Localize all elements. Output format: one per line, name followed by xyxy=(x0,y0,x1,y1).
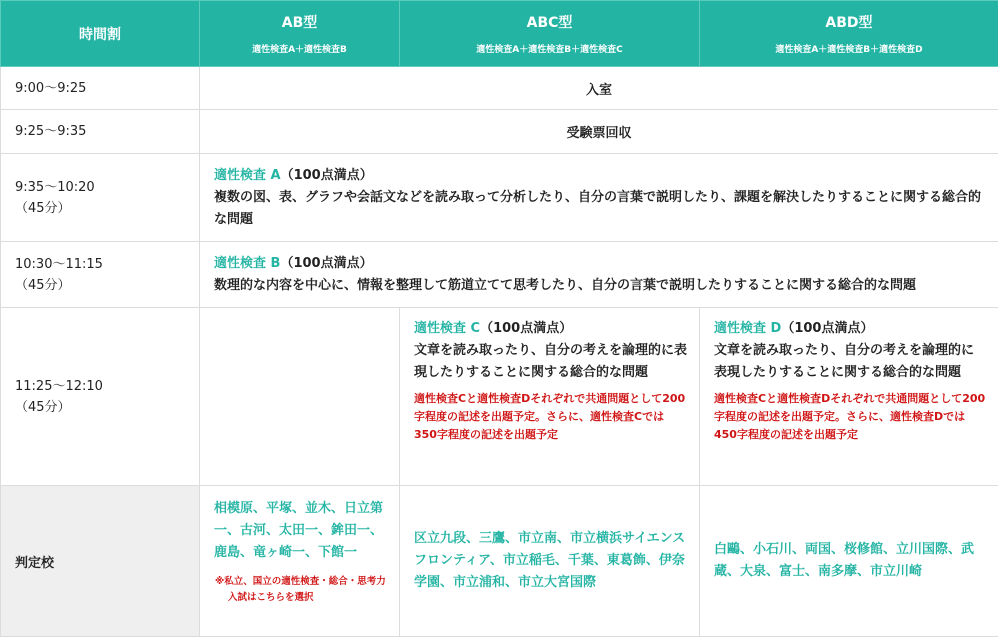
time-range: 10:30〜11:15 xyxy=(15,254,199,275)
test-b-points: （100点満点） xyxy=(280,256,372,271)
row-test-a xyxy=(1,154,998,242)
time-cell xyxy=(1,242,200,308)
abc-schools-cell xyxy=(400,486,700,637)
header-ab-sub: 適性検査A＋適性検査B xyxy=(200,42,399,55)
test-d-points: （100点満点） xyxy=(781,321,873,336)
time-range: 9:35〜10:20 xyxy=(15,177,199,198)
test-b-cell xyxy=(200,242,998,308)
header-abc-label: ABC型 xyxy=(400,12,699,32)
header-ab-label: AB型 xyxy=(200,12,399,32)
schools-label: 判定校 xyxy=(1,486,200,637)
test-d-note: 適性検査Cと適性検査Dそれぞれで共通問題として200字程度の記述を出題予定。さらに、適性検査Dでは450字程度の記述を出題予定 xyxy=(714,390,986,444)
header-abc xyxy=(400,1,700,67)
test-c-note: 適性検査Cと適性検査Dそれぞれで共通問題として200字程度の記述を出題予定。さらに、適性検査Cでは350字程度の記述を出題予定 xyxy=(414,390,687,444)
duration: （45分） xyxy=(15,397,199,418)
header-abd-sub: 適性検査A＋適性検査B＋適性検査D xyxy=(700,42,998,55)
test-b-desc: 数理的な内容を中心に、情報を整理して筋道立てて思考したり、自分の言葉で説明したりすることに関する総合的な問題 xyxy=(214,275,986,297)
ab-schools: 相模原、平塚、並木、日立第一、古河、太田一、鉾田一、鹿島、竜ヶ崎一、下館一 xyxy=(214,498,387,564)
row-ticket xyxy=(1,110,998,154)
header-time: 時間割 xyxy=(1,1,200,67)
header-abd xyxy=(700,1,998,67)
time-cell: 9:00〜9:25 xyxy=(1,67,200,110)
abd-schools: 白鷗、小石川、両国、桜修館、立川国際、武蔵、大泉、富士、南多摩、市立川崎 xyxy=(714,539,986,583)
abd-schools-cell xyxy=(700,486,998,637)
abc-schools: 区立九段、三鷹、市立南、市立横浜サイエンスフロンティア、市立稲毛、千葉、東葛飾、伊奈学園、市立浦和、市立大宮国際 xyxy=(414,528,687,594)
test-a-title: 適性検査 A xyxy=(214,168,281,183)
header-abc-sub: 適性検査A＋適性検査B＋適性検査C xyxy=(400,42,699,55)
test-a-points: （100点満点） xyxy=(281,168,373,183)
time-range: 11:25〜12:10 xyxy=(15,376,199,397)
test-c-cell xyxy=(400,308,700,486)
row-test-b xyxy=(1,242,998,308)
ab-schools-note: ※私立、国立の適性検査・総合・思考力入試はこちらを選択 xyxy=(214,574,387,606)
test-c-title: 適性検査 C xyxy=(414,321,480,336)
test-c-desc: 文章を読み取ったり、自分の考えを論理的に表現したりすることに関する総合的な問題 xyxy=(414,340,687,384)
ticket-text: 受験票回収 xyxy=(200,110,998,154)
time-cell: 9:25〜9:35 xyxy=(1,110,200,154)
time-cell xyxy=(1,154,200,242)
test-a-cell xyxy=(200,154,998,242)
test-d-title: 適性検査 D xyxy=(714,321,781,336)
test-c-points: （100点満点） xyxy=(480,321,572,336)
row-schools xyxy=(1,486,998,637)
test-d-cell xyxy=(700,308,998,486)
header-abd-label: ABD型 xyxy=(700,12,998,32)
entry-text: 入室 xyxy=(200,67,998,110)
test-d-desc: 文章を読み取ったり、自分の考えを論理的に表現したりすることに関する総合的な問題 xyxy=(714,340,986,384)
row-test-cd xyxy=(1,308,998,486)
empty-ab-cell xyxy=(200,308,400,486)
test-a-desc: 複数の図、表、グラフや会話文などを読み取って分析したり、自分の言葉で説明したり、課題を解決したりすることに関する総合的な問題 xyxy=(214,187,986,231)
duration: （45分） xyxy=(15,275,199,296)
test-b-title: 適性検査 B xyxy=(214,256,280,271)
duration: （45分） xyxy=(15,198,199,219)
row-entry xyxy=(1,67,998,110)
header-ab xyxy=(200,1,400,67)
header-row xyxy=(1,1,998,67)
time-cell xyxy=(1,308,200,486)
ab-schools-cell xyxy=(200,486,400,637)
